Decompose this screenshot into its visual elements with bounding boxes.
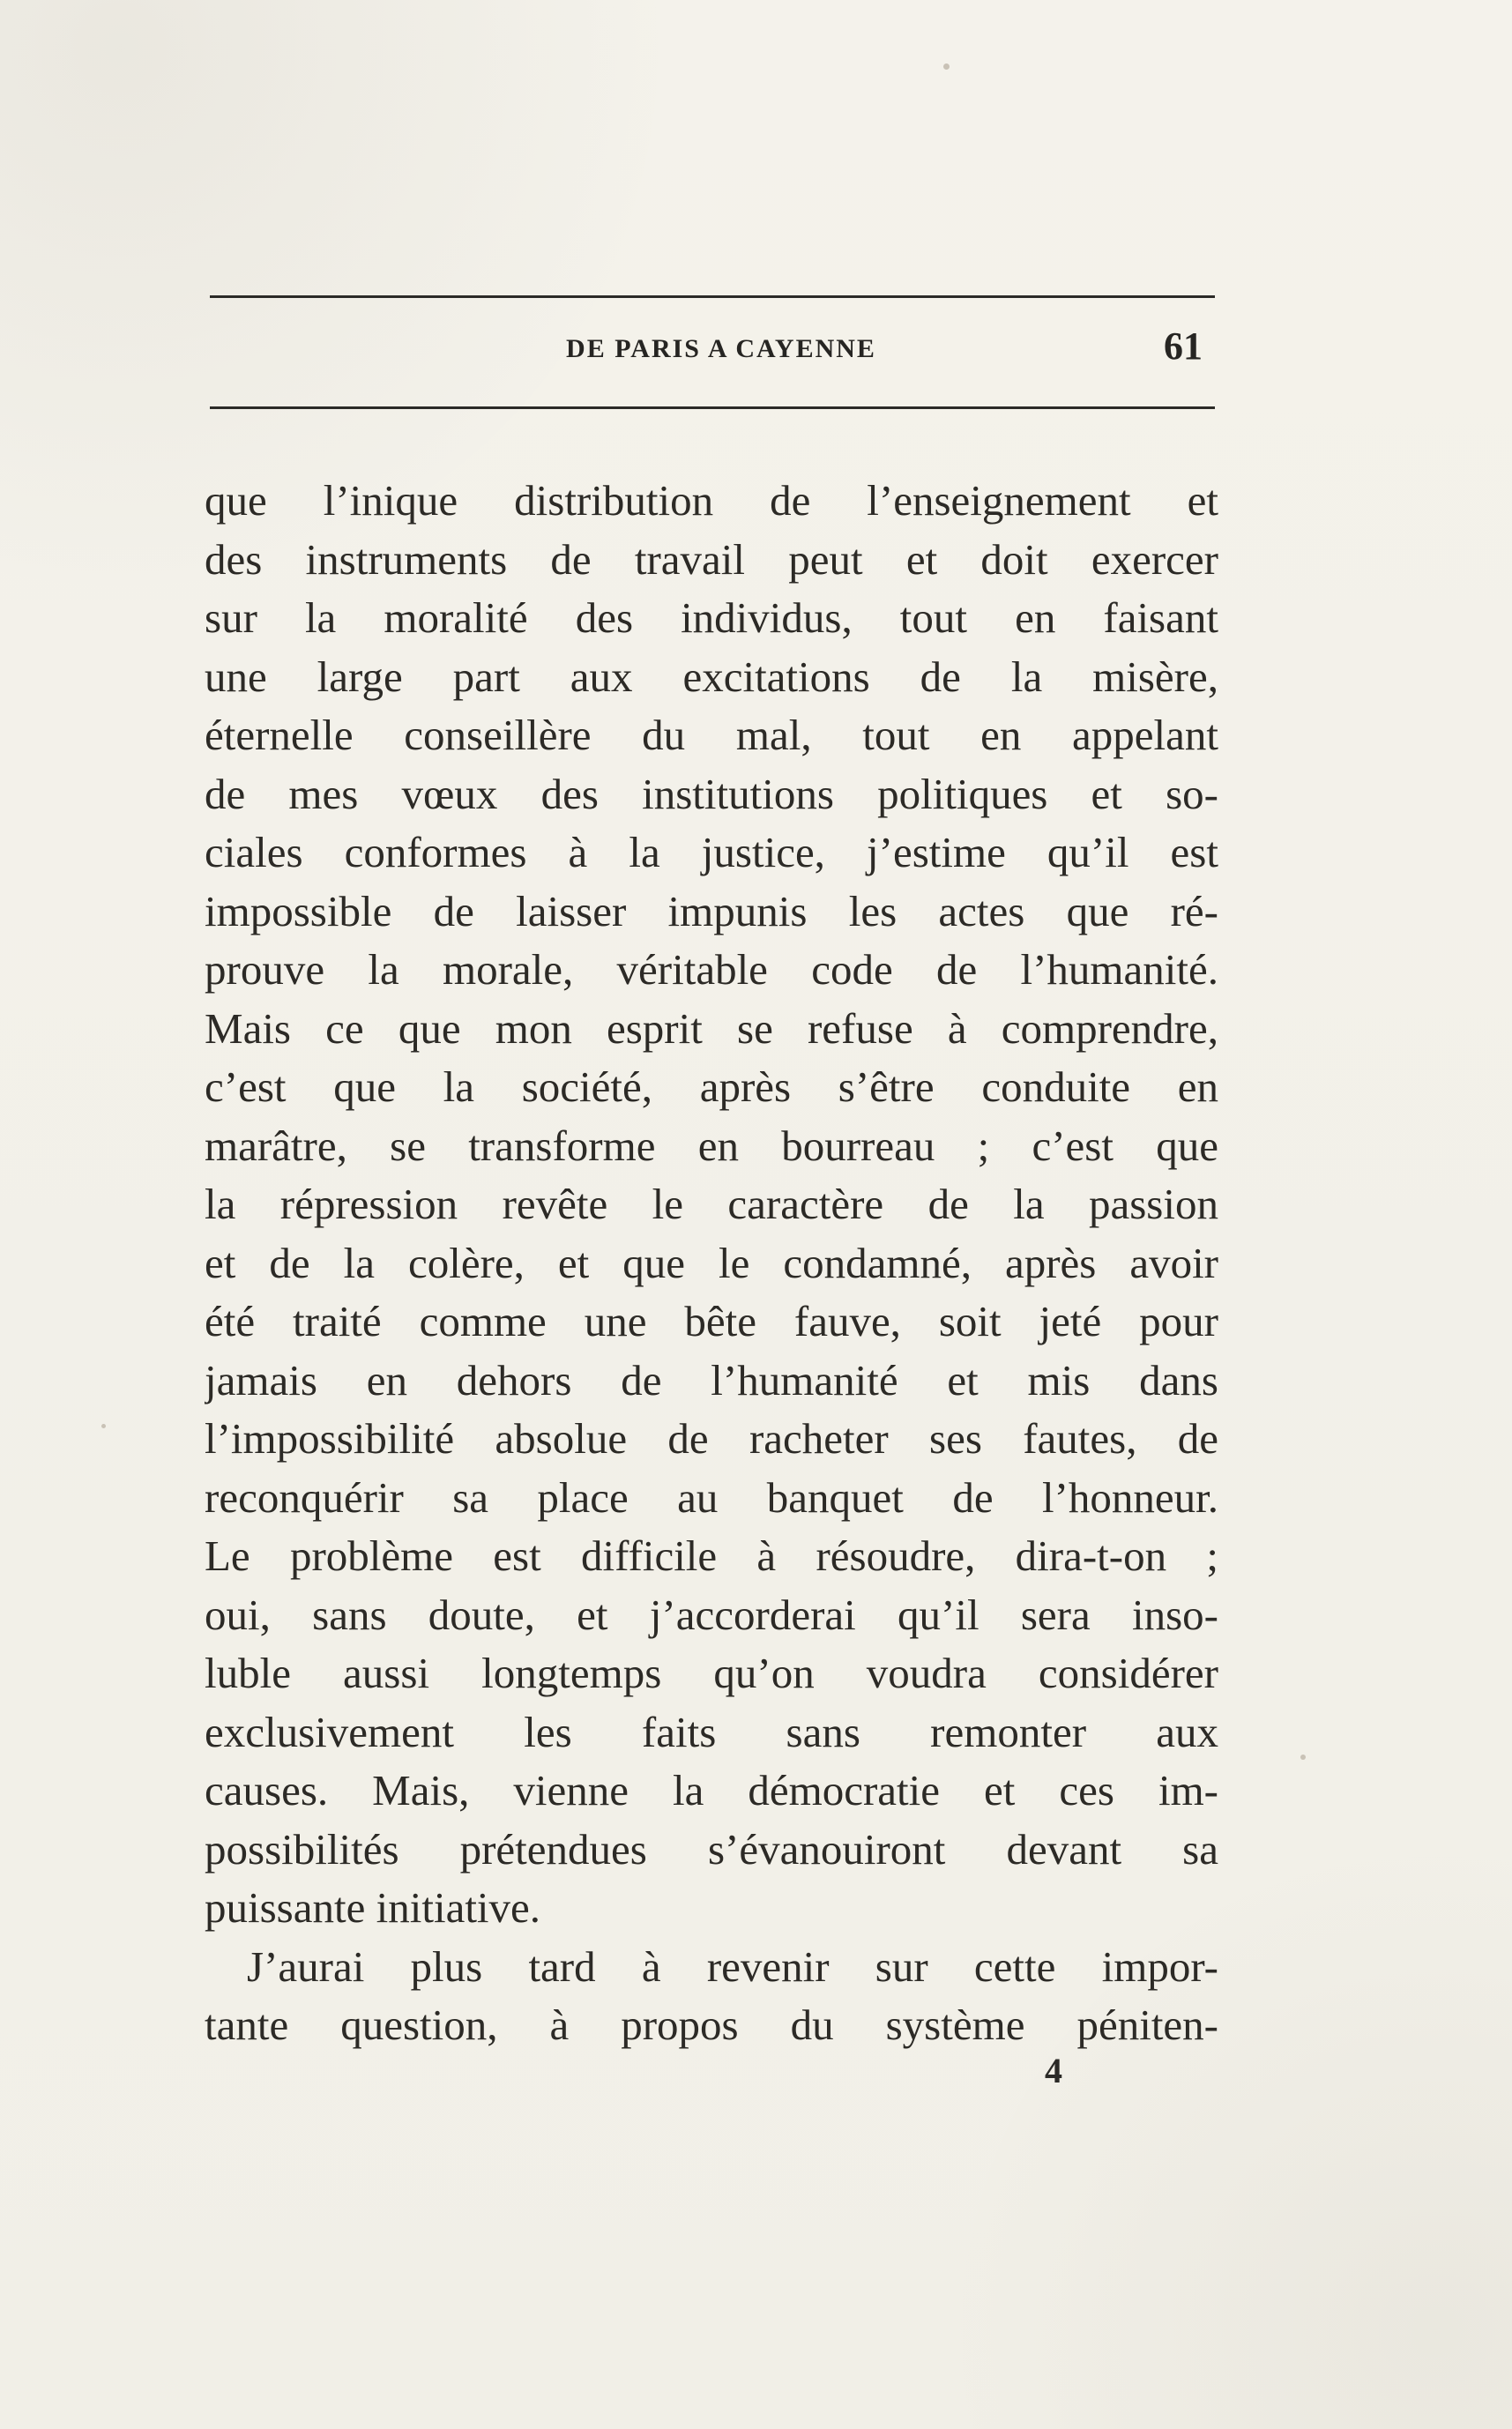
text-line: des instruments de travail peut et doit exercer	[205, 534, 1218, 584]
text-line: été traité comme une bête fauve, soit jeté pour	[205, 1297, 1218, 1345]
paper-speck	[101, 1424, 106, 1428]
text-line: éternelle conseillère du mal, tout en appelant	[205, 711, 1218, 759]
text-line: luble aussi longtemps qu’on voudra considérer	[205, 1649, 1218, 1697]
text-line: tante question, à propos du système péniten-	[205, 2001, 1218, 2049]
text-line: l’impossibilité absolue de racheter ses fautes, de	[205, 1414, 1218, 1463]
text-line: exclusivement les faits sans remonter aux	[205, 1707, 1218, 1756]
text-line: Mais ce que mon esprit se refuse à comprendre,	[205, 1003, 1218, 1053]
text-line: reconquérir sa place au banquet de l’honneur.	[205, 1472, 1218, 1522]
text-line: c’est que la société, après s’être conduite en	[205, 1062, 1218, 1111]
running-title: DE PARIS A CAYENNE	[566, 334, 876, 363]
text-line: impossible de laisser impunis les actes que ré-	[205, 886, 1218, 935]
text-line: prouve la morale, véritable code de l’humanité.	[205, 945, 1218, 994]
text-line: J’aurai plus tard à revenir sur cette impor-	[247, 1941, 1218, 1991]
text-line: une large part aux excitations de la misère,	[205, 652, 1218, 701]
text-line: marâtre, se transforme en bourreau ; c’est que	[205, 1121, 1218, 1170]
page-number: 61	[1164, 324, 1203, 368]
paper-speck	[1300, 1755, 1306, 1760]
page-header	[210, 295, 1215, 410]
text-line: jamais en dehors de l’humanité et mis dans	[205, 1355, 1218, 1404]
text-line: sur la moralité des individus, tout en faisant	[205, 593, 1218, 642]
text-line: puissante initiative.	[205, 1883, 541, 1932]
text-line: possibilités prétendues s’évanouiront devant sa	[205, 1824, 1218, 1874]
text-line: Le problème est difficile à résoudre, dira-t-on ;	[205, 1531, 1218, 1580]
text-line: que l’inique distribution de l’enseignement et	[205, 476, 1218, 525]
header-top-rule	[210, 295, 1215, 298]
header-bottom-rule	[210, 406, 1215, 409]
text-line: causes. Mais, vienne la démocratie et ces im-	[205, 1766, 1218, 1814]
signature-mark: 4	[1045, 2051, 1062, 2090]
body-text	[205, 472, 1218, 2055]
text-line: oui, sans doute, et j’accorderai qu’il sera inso-	[205, 1590, 1218, 1639]
text-line: et de la colère, et que le condamné, après avoir	[205, 1238, 1218, 1287]
text-line: la répression revête le caractère de la passion	[205, 1180, 1218, 1228]
text-line: ciales conformes à la justice, j’estime qu’il est	[205, 828, 1218, 876]
paper-speck	[943, 63, 950, 70]
text-line: de mes vœux des institutions politiques et so-	[205, 769, 1218, 818]
